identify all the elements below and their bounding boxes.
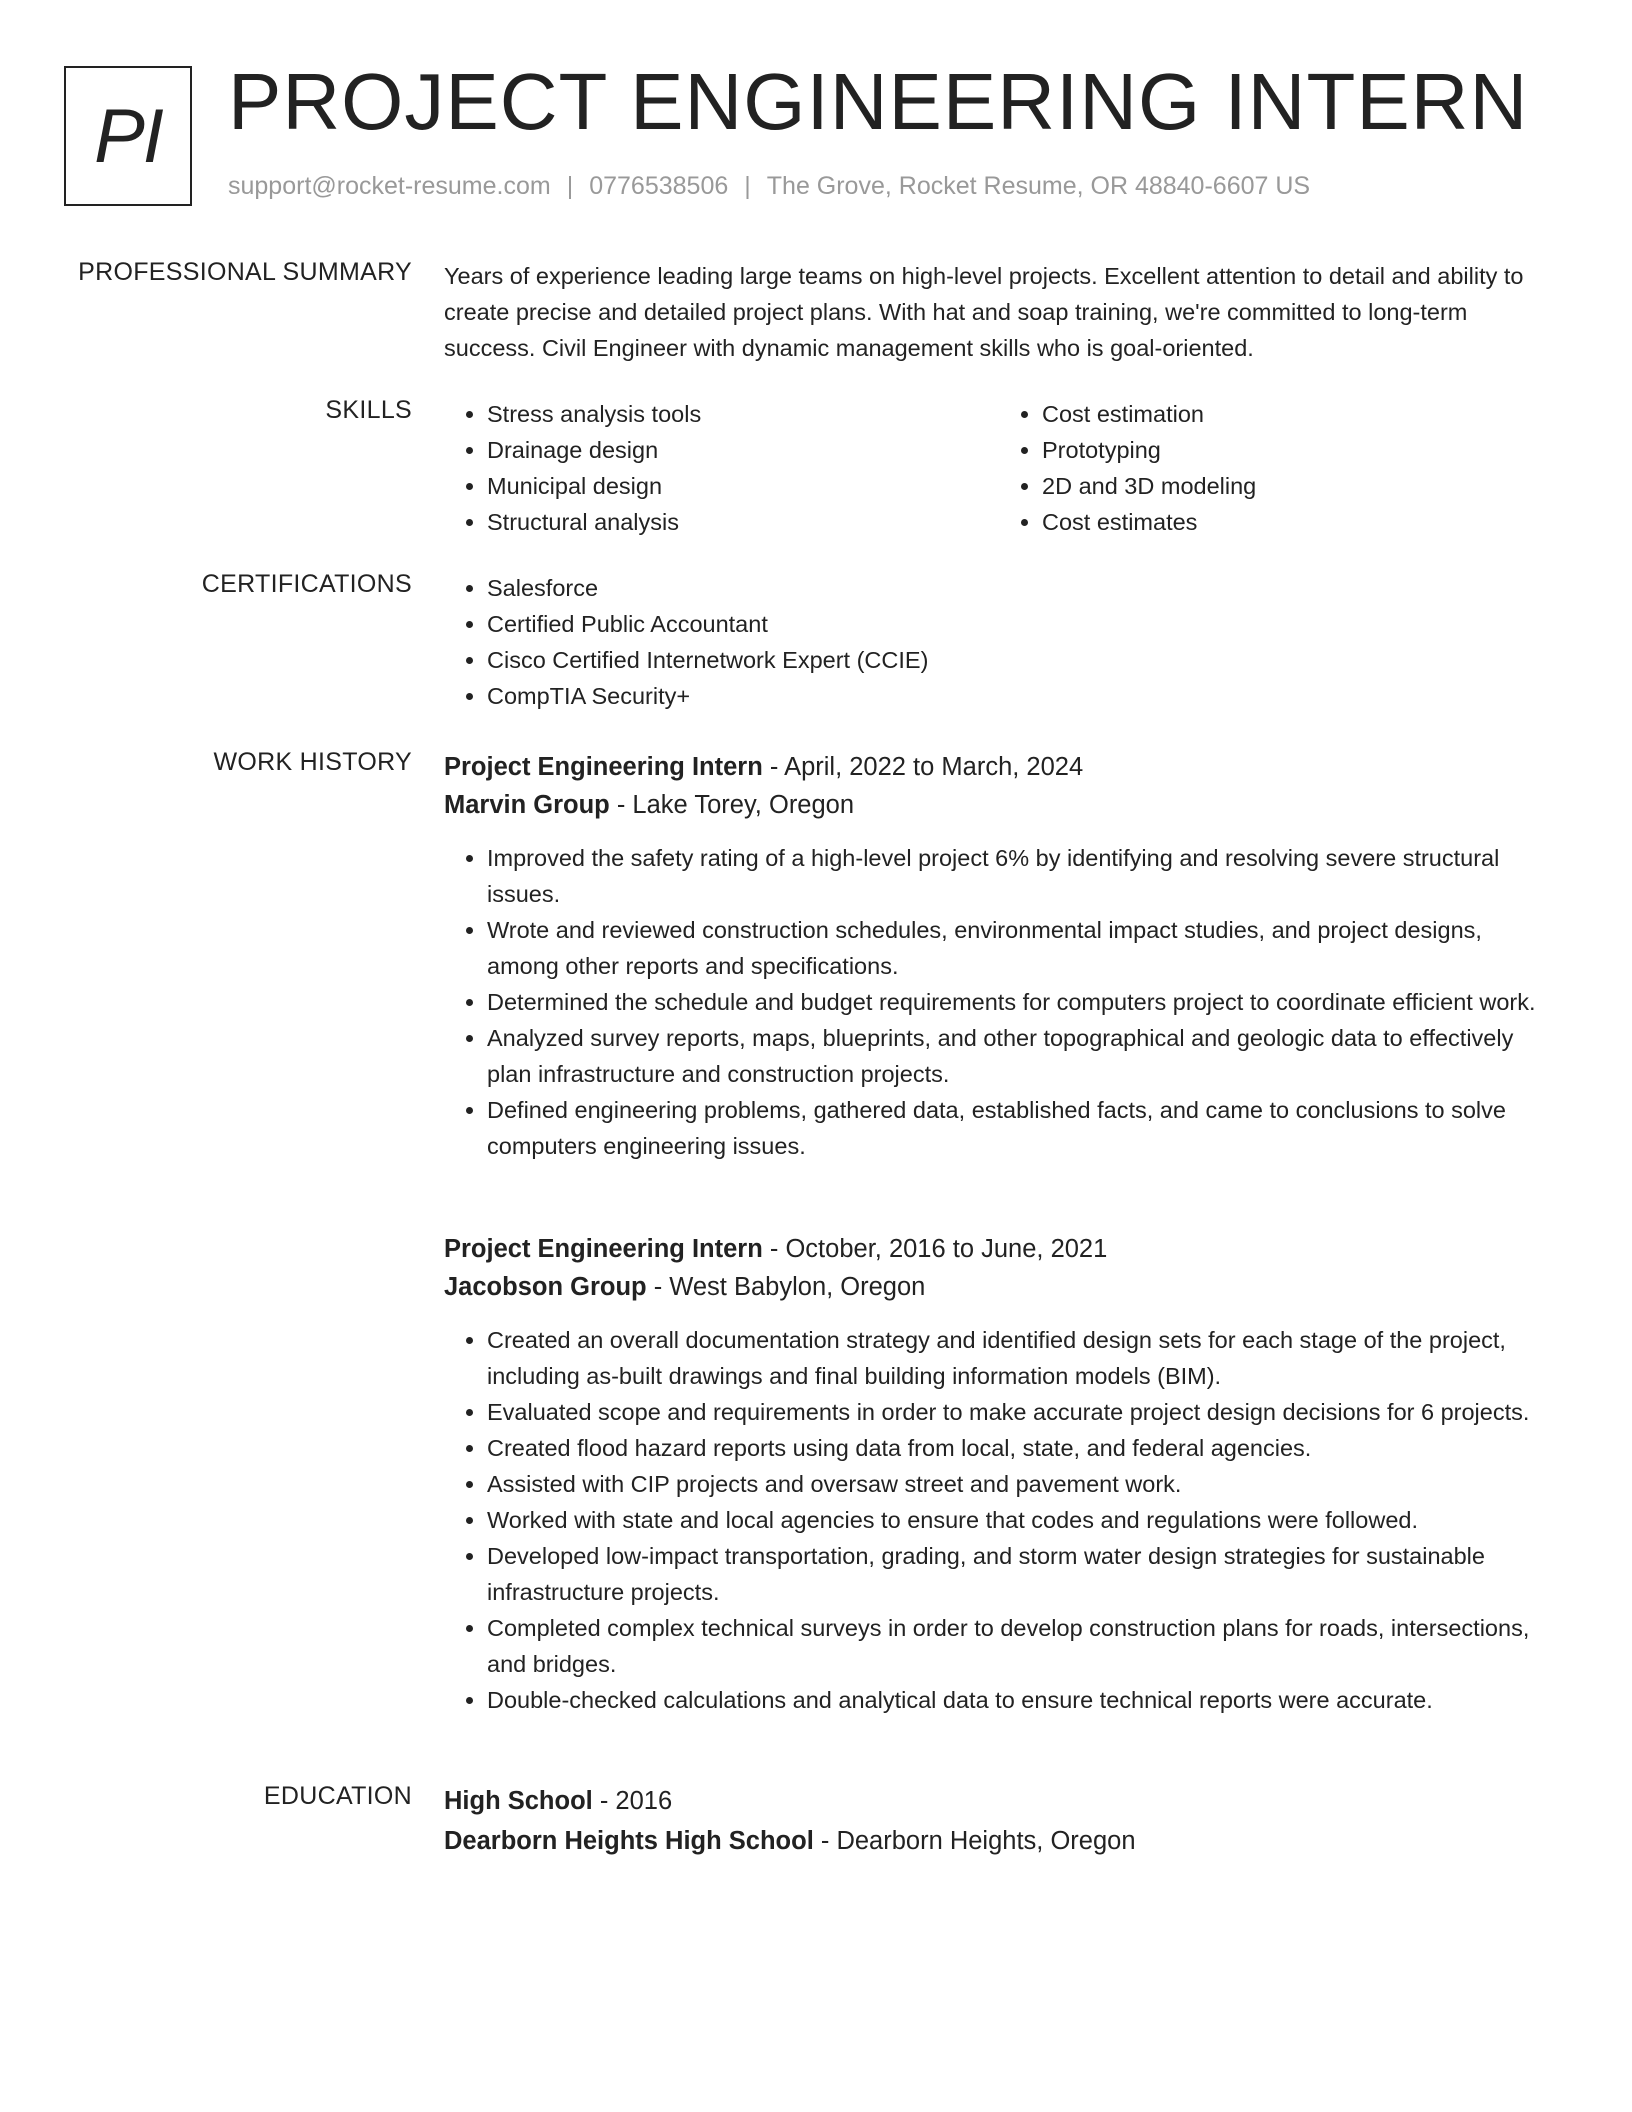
- skill-item: • Prototyping: [1042, 432, 1554, 468]
- contact-phone: 0776538506: [589, 172, 729, 200]
- job-bullet: • Improved the safety rating of a high-level project 6% by identifying and resolving severe structural issues.: [487, 840, 1554, 912]
- certification-item: • Certified Public Accountant: [487, 606, 1554, 642]
- degree-line: [444, 1782, 1554, 1820]
- contact-line: [228, 172, 1310, 201]
- school-line: [444, 1822, 1554, 1860]
- degree: High School: [444, 1787, 593, 1815]
- monogram-box: [64, 66, 192, 206]
- job-dates: - April, 2022 to March, 2024: [762, 753, 1084, 781]
- job-dates: - October, 2016 to June, 2021: [762, 1235, 1108, 1263]
- contact-address: The Grove, Rocket Resume, OR 48840-6607 US: [766, 172, 1311, 200]
- job-bullet: • Created an overall documentation strategy and identified design sets for each stage of the project, including as-built drawings and final building information models (BIM).: [487, 1322, 1554, 1394]
- skill-item: • Stress analysis tools: [487, 396, 999, 432]
- certification-item: • Cisco Certified Internetwork Expert (CCIE): [487, 642, 1554, 678]
- summary-text: Years of experience leading large teams on high-level projects. Excellent attention to detail and ability to create precise and detailed project plans. With hat and soap training, we're committed to long-term success. Civil Engineer with dynamic management skills who is goal-oriented.: [444, 263, 1524, 361]
- education-label: EDUCATION: [263, 1782, 412, 1810]
- work-history-label: WORK HISTORY: [213, 748, 412, 776]
- job-title: Project Engineering Intern: [444, 753, 763, 781]
- skill-item: • Structural analysis: [487, 504, 999, 540]
- monogram-initials: PI: [94, 93, 162, 179]
- job-bullet: • Wrote and reviewed construction schedules, environmental impact studies, and project designs, among other reports and specifications.: [487, 912, 1554, 984]
- education-entry: [444, 1782, 1554, 1876]
- job-title-line: [444, 748, 1554, 786]
- job-bullet: • Evaluated scope and requirements in order to make accurate project design decisions for 6 projects.: [487, 1394, 1554, 1430]
- company-name: Marvin Group: [444, 791, 610, 819]
- contact-email: support@rocket-resume.com: [228, 172, 551, 200]
- skill-item: • Cost estimates: [1042, 504, 1554, 540]
- company-name: Jacobson Group: [444, 1273, 647, 1301]
- job-bullet: • Analyzed survey reports, maps, blueprints, and other topographical and geologic data to effectively plan infrastructure and construction projects.: [487, 1020, 1554, 1092]
- certification-item: • CompTIA Security+: [487, 678, 1554, 714]
- job-bullets: [444, 840, 1554, 1164]
- job-bullet: • Determined the schedule and budget requirements for computers project to coordinate efficient work.: [487, 984, 1554, 1020]
- certifications-label: CERTIFICATIONS: [201, 570, 412, 598]
- contact-separator: |: [566, 172, 574, 200]
- school-name: Dearborn Heights High School: [444, 1827, 814, 1855]
- summary-label: PROFESSIONAL SUMMARY: [78, 258, 412, 286]
- skills-column-left: [444, 396, 999, 540]
- certification-item: • Salesforce: [487, 570, 1554, 606]
- skills-label: SKILLS: [325, 396, 412, 424]
- job-entry: [444, 1230, 1554, 1718]
- job-bullet: • Assisted with CIP projects and oversaw street and pavement work.: [487, 1466, 1554, 1502]
- job-bullet: • Worked with state and local agencies to ensure that codes and regulations were followed.: [487, 1502, 1554, 1538]
- company-location: - Lake Torey, Oregon: [609, 791, 855, 819]
- school-location: - Dearborn Heights, Oregon: [813, 1827, 1136, 1855]
- job-bullet: • Created flood hazard reports using data from local, state, and federal agencies.: [487, 1430, 1554, 1466]
- job-bullet: • Developed low-impact transportation, grading, and storm water design strategies for sustainable infrastructure projects.: [487, 1538, 1554, 1610]
- company-line: [444, 1268, 1554, 1306]
- job-title-line: [444, 1230, 1554, 1268]
- skill-item: • 2D and 3D modeling: [1042, 468, 1554, 504]
- contact-separator: |: [744, 172, 751, 200]
- job-bullet: • Completed complex technical surveys in order to develop construction plans for roads, intersections, and bridges.: [487, 1610, 1554, 1682]
- job-bullet: • Defined engineering problems, gathered data, established facts, and came to conclusions to solve computers engineering issues.: [487, 1092, 1554, 1164]
- job-title: Project Engineering Intern: [444, 1235, 763, 1263]
- certifications-list: [444, 570, 1554, 714]
- job-bullets: [444, 1322, 1554, 1718]
- company-location: - West Babylon, Oregon: [646, 1273, 926, 1301]
- skill-item: • Drainage design: [487, 432, 999, 468]
- skill-item: • Cost estimation: [1042, 396, 1554, 432]
- skills-list: [444, 396, 1554, 540]
- resume-title: PROJECT ENGINEERING INTERN: [228, 57, 1529, 146]
- graduation-year: - 2016: [592, 1787, 673, 1815]
- company-line: [444, 786, 1554, 824]
- skills-column-right: [999, 396, 1554, 540]
- job-entry: [444, 748, 1554, 1164]
- job-bullet: • Double-checked calculations and analytical data to ensure technical reports were accurate.: [487, 1682, 1554, 1718]
- skill-item: • Municipal design: [487, 468, 999, 504]
